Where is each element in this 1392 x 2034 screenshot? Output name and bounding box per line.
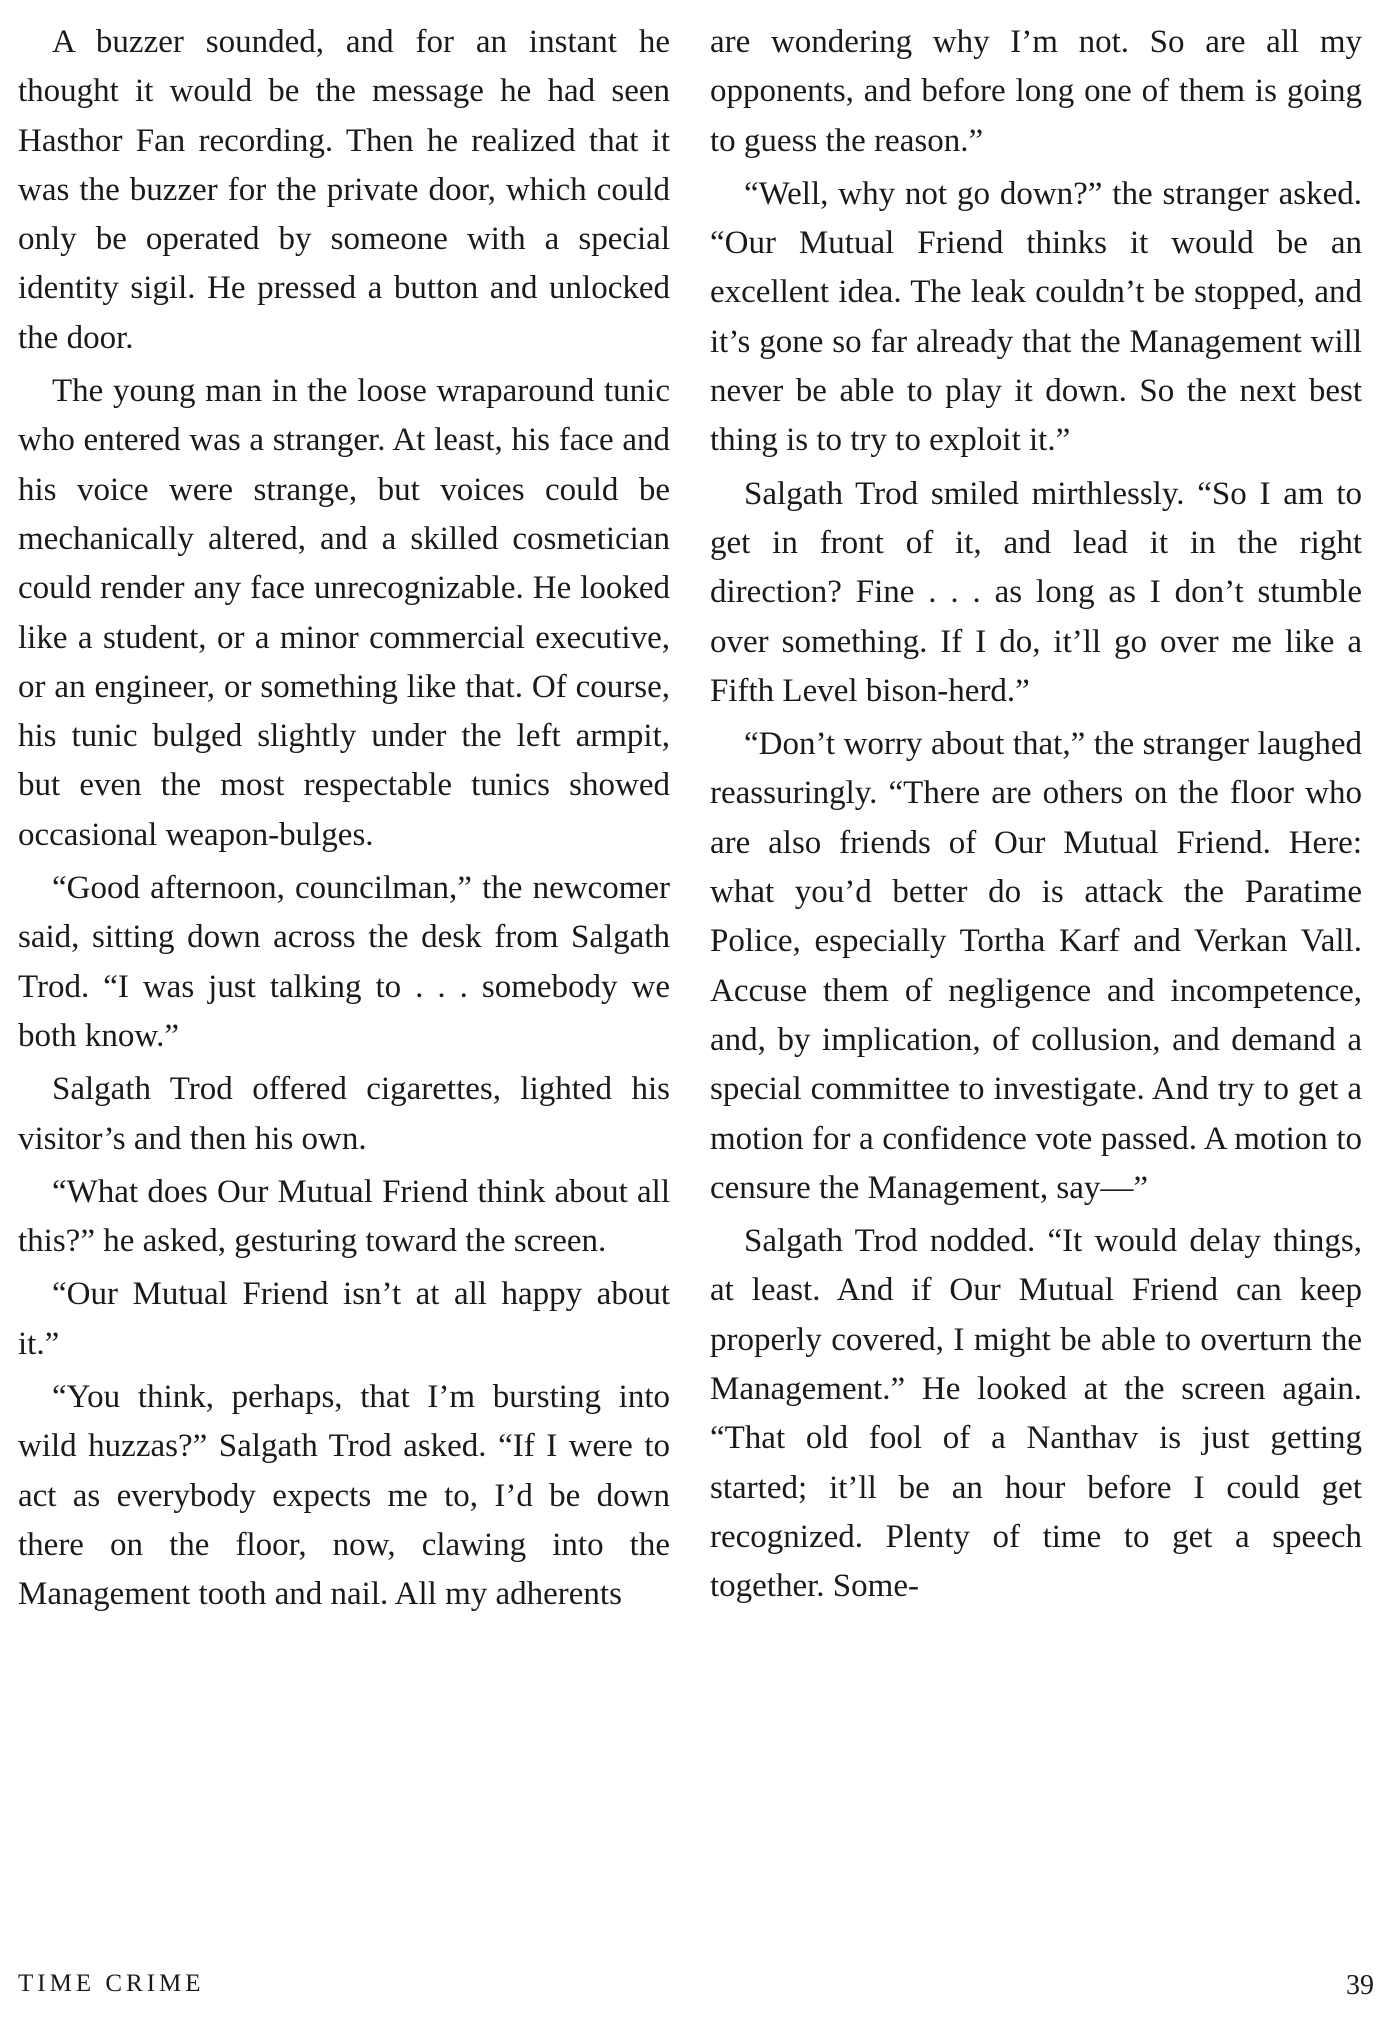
paragraph-smiled-mirthlessly: Salgath Trod smiled mirthlessly. “So I am to get in front of it, and lead it in the right direction? Fine . . . as long as I don’t stumble over something. If I do, it’ll go over me like a Fifth Level bison-herd.” [710, 475, 1362, 709]
paragraph-not-happy: “Our Mutual Friend isn’t at all happy about it.” [18, 1276, 670, 1362]
paragraph-cigarettes: Salgath Trod offered cigarettes, lighted his visitor’s and then his own. [18, 1071, 670, 1157]
paragraph-young-man: The young man in the loose wraparound tunic who entered was a stranger. At least, his face and his voice were strange, but voices could be mechanically altered, and a skilled cosmetician could render any face unrecognizable. He looked like a student, or a minor commercial executive, or an engineer, or something like that. Of course, his tunic bulged slightly under the left armpit, but even the most respectable tunics showed occasional weapon-bulges. [18, 373, 670, 853]
paragraph-continuation: are wondering why I’m not. So are all my opponents, and before long one of them is going to guess the reason.” [710, 24, 1362, 159]
page-number: 39 [1346, 1970, 1374, 2001]
left-text-column [18, 18, 670, 1620]
paragraph-good-afternoon: “Good afternoon, councilman,” the newcomer said, sitting down across the desk from Salgath Trod. “I was just talking to . . . somebody we both know.” [18, 870, 670, 1054]
right-text-column [710, 18, 1362, 1612]
paragraph-buzzer: A buzzer sounded, and for an instant he thought it would be the message he had seen Hasthor Fan recording. Then he realized that it was the buzzer for the private door, which could only be operated by someone with a special identity sigil. He pressed a button and unlocked the door. [18, 24, 670, 356]
paragraph-delay-things: Salgath Trod nodded. “It would delay things, at least. And if Our Mutual Friend can keep properly covered, I might be able to overturn the Management.” He looked at the screen again. “That old fool of a Nanthav is just getting started; it’ll be an hour before I could get recognized. Plenty of time to get a speech together. Some- [710, 1223, 1362, 1605]
paragraph-dont-worry: “Don’t worry about that,” the stranger laughed reassuringly. “There are others on the floor who are also friends of Our Mutual Friend. Here: what you’d better do is attack the Paratime Police, especially Tortha Karf and Verkan Vall. Accuse them of negligence and incompetence, and, by implication, of collusion, and demand a special committee to investigate. And try to get a motion for a confidence vote passed. A motion to censure the Management, say—” [710, 726, 1362, 1206]
paragraph-wild-huzzas: “You think, perhaps, that I’m bursting into wild huzzas?” Salgath Trod asked. “If I were to act as everybody expects me to, I’d be down there on the floor, now, clawing into the Management tooth and nail. All my adherents [18, 1379, 670, 1613]
paragraph-why-not-go-down: “Well, why not go down?” the stranger asked. “Our Mutual Friend thinks it would be an excellent idea. The leak couldn’t be stopped, and it’s gone so far already that the Management will never be able to play it down. So the next best thing is to try to exploit it.” [710, 175, 1362, 459]
running-title: TIME CRIME [18, 1970, 205, 1997]
paragraph-what-does-friend-think: “What does Our Mutual Friend think about all this?” he asked, gesturing toward the screen. [18, 1173, 670, 1260]
page-footer [18, 1970, 1374, 2010]
